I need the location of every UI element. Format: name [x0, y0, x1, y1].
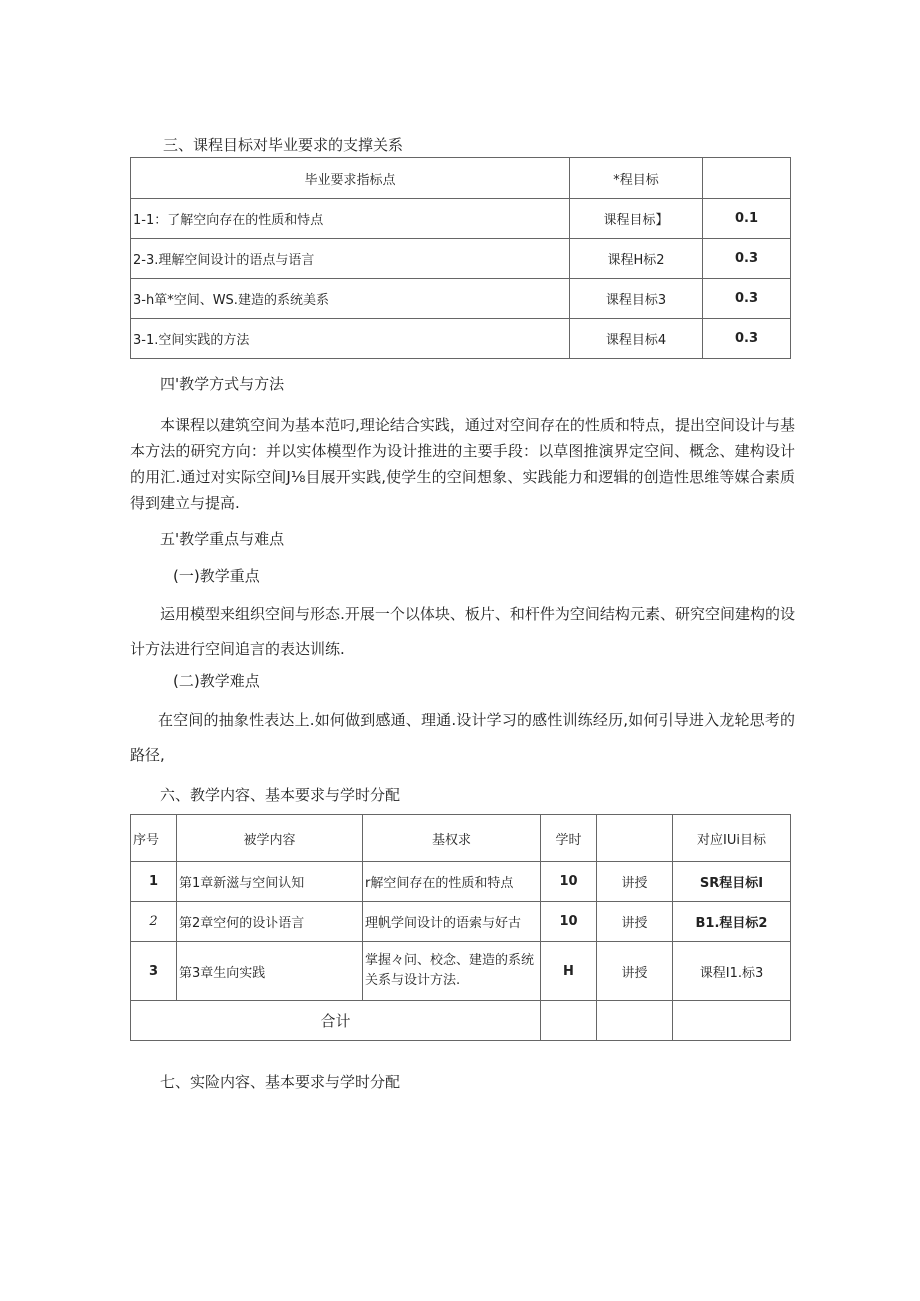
method-cell: 讲授 — [597, 862, 673, 902]
weight-cell: 0.3 — [703, 279, 791, 319]
header-cell — [597, 815, 673, 862]
weight-cell: 0.3 — [703, 319, 791, 359]
header-cell: 对应IUi目标 — [673, 815, 791, 862]
method-cell: 讲授 — [597, 942, 673, 1001]
table-header-row — [131, 815, 791, 862]
table-row — [131, 862, 791, 902]
goal-cell: SR程目标I — [673, 862, 791, 902]
table-row — [131, 199, 791, 239]
content-cell: 第2章空何的设讣语言 — [177, 902, 363, 942]
no-cell: 1 — [131, 862, 177, 902]
section5-heading: 五'教学重点与难点 — [160, 530, 285, 548]
weight-cell: 0.3 — [703, 239, 791, 279]
total-hours-cell — [541, 1001, 597, 1041]
requirement-cell: 掌握々问、校念、建造的系统关系与设计方法. — [363, 942, 541, 1001]
point-cell: 1-1：了解空向存在的性质和恃点 — [131, 199, 570, 239]
goal-cell: 课程H标2 — [570, 239, 703, 279]
header-cell: 基权求 — [363, 815, 541, 862]
subheading-difficulties: (二)教学难点 — [173, 672, 260, 690]
table-row — [131, 902, 791, 942]
table-row — [131, 279, 791, 319]
section3-heading: 三、课程目标对毕业要求的支撑关系 — [163, 136, 404, 154]
section4-heading: 四'教学方式与方法 — [160, 375, 285, 393]
total-method-cell — [597, 1001, 673, 1041]
header-cell: 被学内容 — [177, 815, 363, 862]
header-cell: 学时 — [541, 815, 597, 862]
total-label: 合计 — [131, 1001, 541, 1041]
point-cell: 2-3.理解空间设计的语点与语言 — [131, 239, 570, 279]
section6-heading: 六、教学内容、基本要求与学时分配 — [160, 786, 401, 804]
table-row — [131, 239, 791, 279]
hours-cell: 10 — [541, 902, 597, 942]
table-row — [131, 942, 791, 1001]
no-cell: 2 — [131, 902, 177, 942]
point-cell: 3-h箪*空间、WS.建造的系统美系 — [131, 279, 570, 319]
goal-cell: 课程目标4 — [570, 319, 703, 359]
header-cell: 序号 — [131, 815, 177, 862]
hours-cell: 10 — [541, 862, 597, 902]
goal-cell: 课程I1.标3 — [673, 942, 791, 1001]
point-cell: 3-1.空间实践的方法 — [131, 319, 570, 359]
section7-heading: 七、实险内容、基本要求与学时分配 — [160, 1073, 401, 1091]
content-cell: 第3章生向实践 — [177, 942, 363, 1001]
requirement-cell: r解空间存在的性质和特点 — [363, 862, 541, 902]
goal-cell: 课程目标3 — [570, 279, 703, 319]
table-row — [131, 319, 791, 359]
weight-cell: 0.1 — [703, 199, 791, 239]
goal-cell: B1.程目标2 — [673, 902, 791, 942]
table-total-row — [131, 1001, 791, 1041]
subheading-key-points: (一)教学重点 — [173, 567, 260, 585]
hours-cell: H — [541, 942, 597, 1001]
key-points-paragraph: 运用模型来组织空间与形态.开展一个以体块、板片、和杆件为空间结构元素、研究空间建构的设计方法进行空间追言的表达训练. — [130, 605, 795, 658]
support-table — [130, 157, 791, 359]
header-cell: *程目标 — [570, 158, 703, 199]
content-cell: 第1章新滋与空间认知 — [177, 862, 363, 902]
section4-paragraph: 本课程以建筑空间为基本范叼,理论结合实践，通过对空间存在的性质和特点，提出空间设计与基本方法的研究方向：并以实体模型作为设计推进的主要手段：以草图推演界定空间、概念、建构设计的用汇.通过对实际空间J⅛目展开实践,使学生的空间想象、实践能力和逻辑的创造性思维等媒合素质得到建立与提高. — [130, 416, 795, 512]
table-header-row — [131, 158, 791, 199]
goal-cell: 课程目标】 — [570, 199, 703, 239]
difficulties-paragraph: 在空间的抽象性表达上.如何做到感通、理通.设计学习的感性训练经历,如何引导进入龙轮思考的路径, — [130, 711, 795, 764]
requirement-cell: 理帆学间设计的语索与好古 — [363, 902, 541, 942]
no-cell: 3 — [131, 942, 177, 1001]
header-cell: 毕业要求指标点 — [131, 158, 570, 199]
total-goal-cell — [673, 1001, 791, 1041]
method-cell: 讲授 — [597, 902, 673, 942]
content-table — [130, 814, 791, 1041]
header-cell — [703, 158, 791, 199]
